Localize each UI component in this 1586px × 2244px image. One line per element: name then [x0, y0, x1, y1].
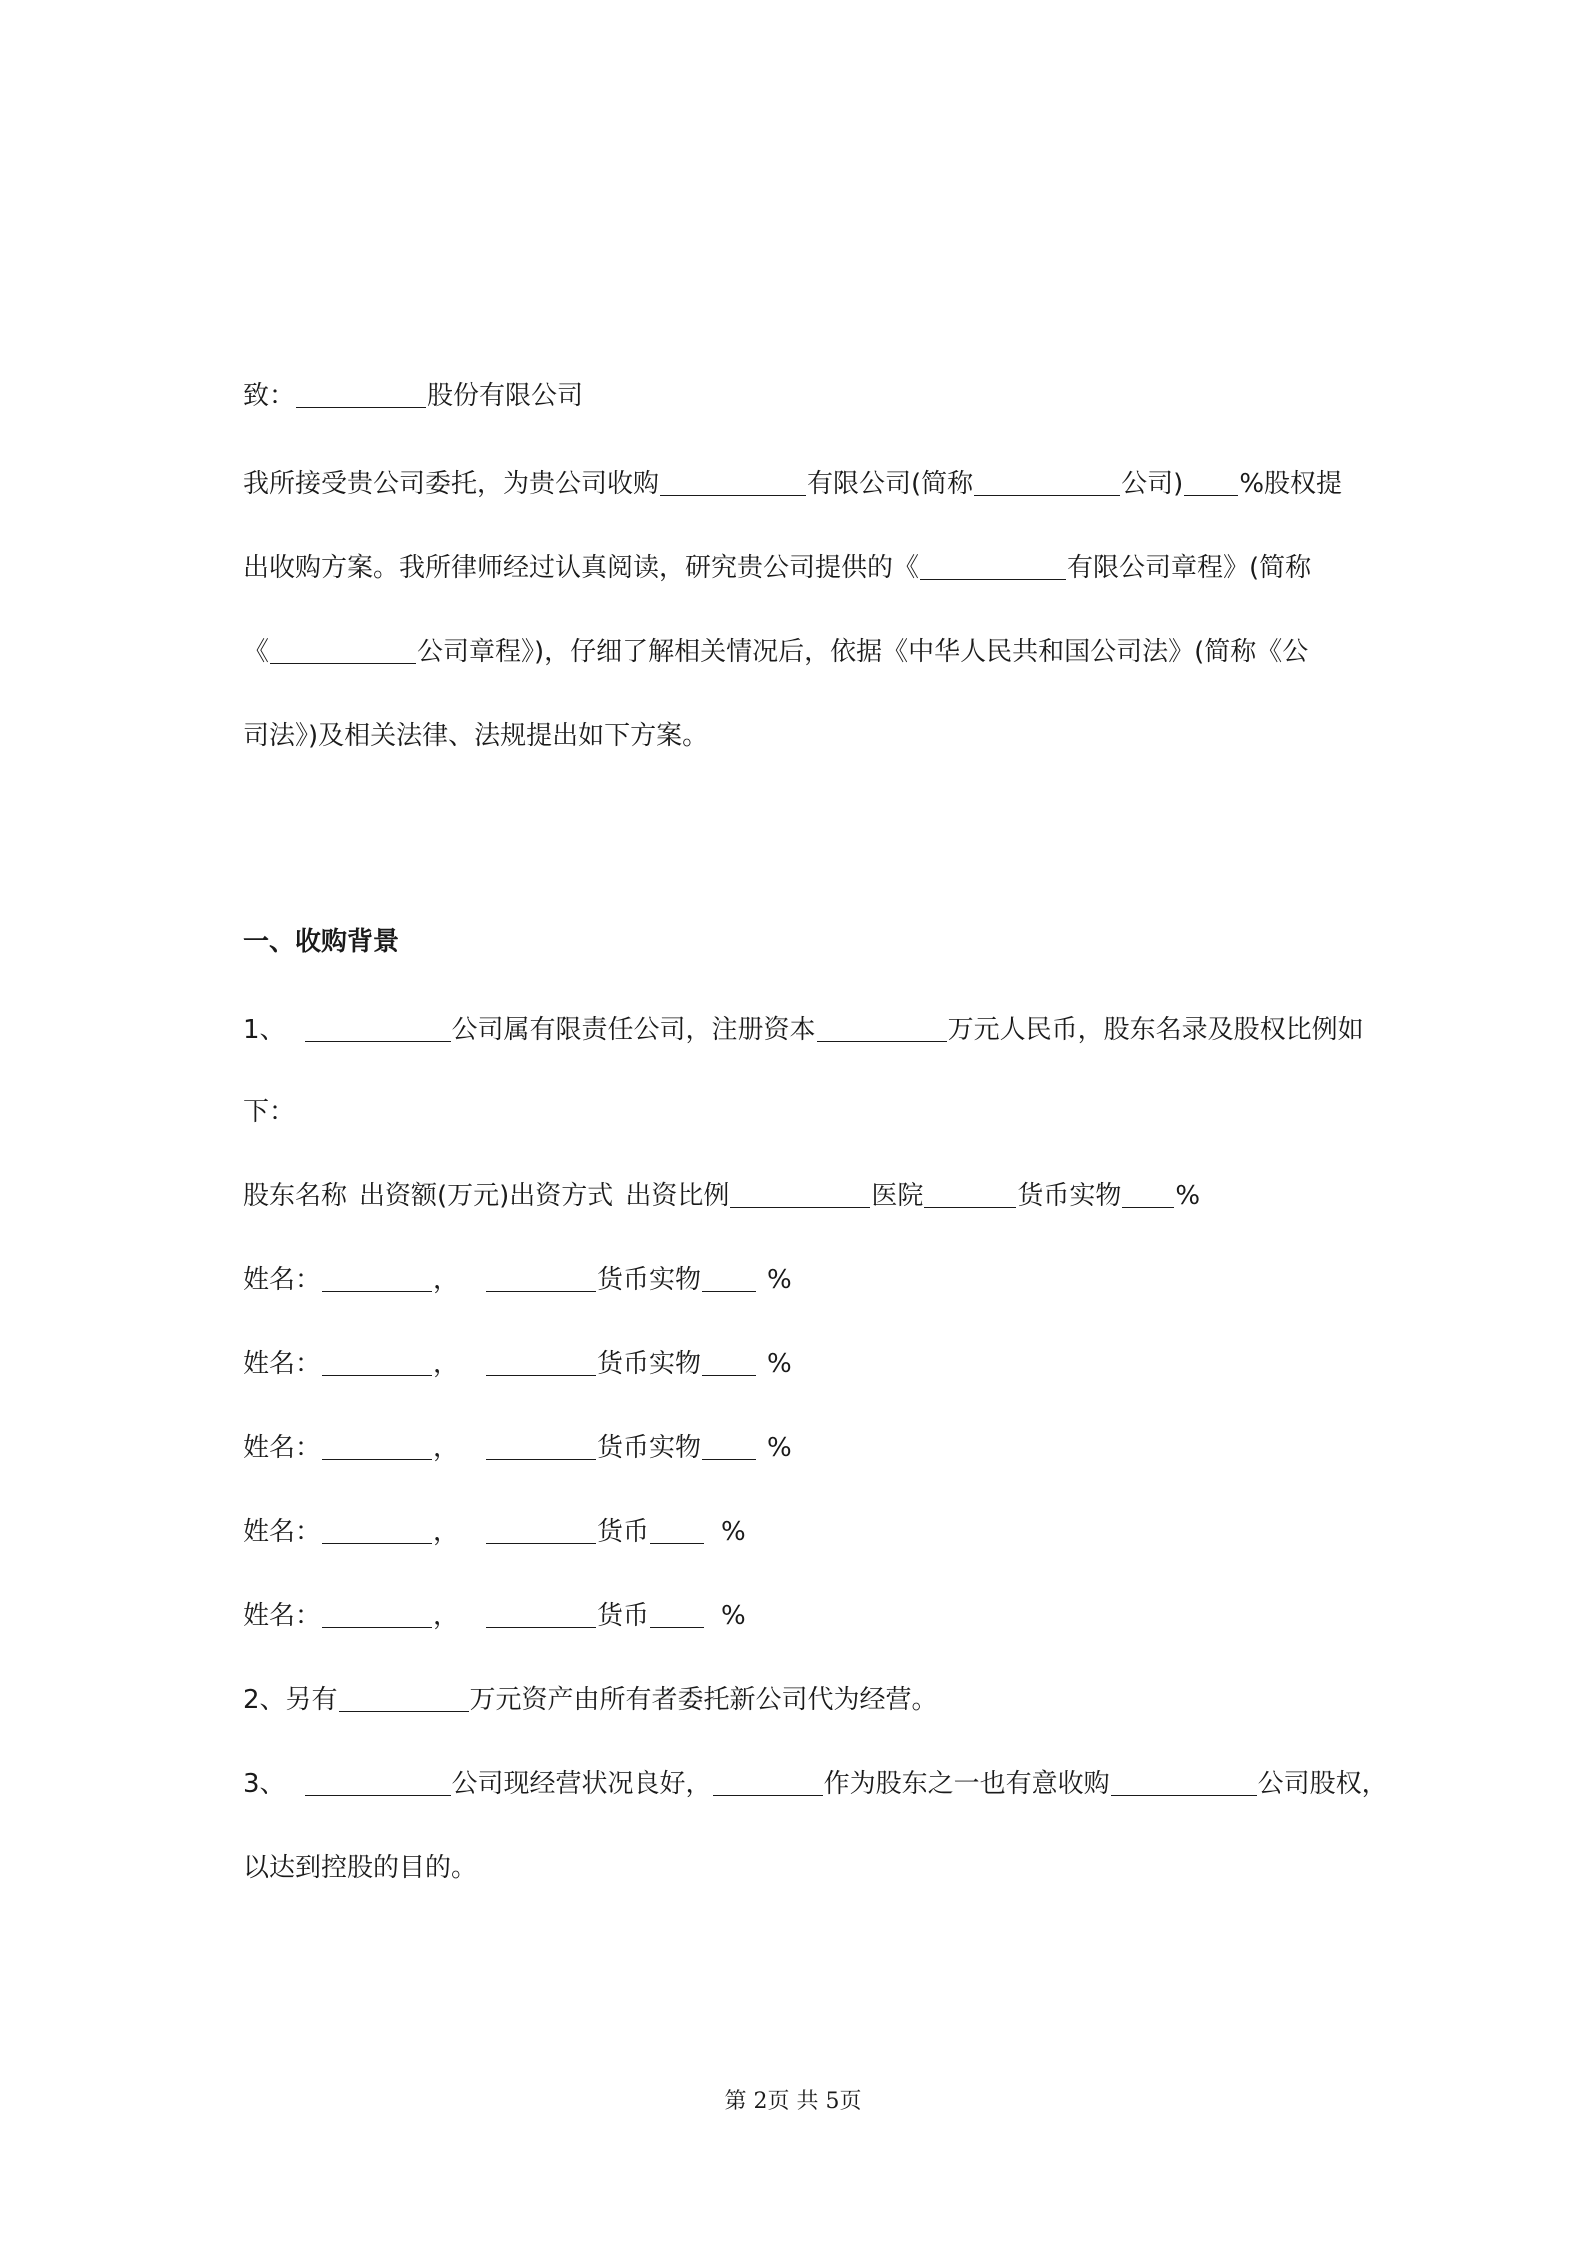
percent-blank [702, 1435, 756, 1460]
percent-blank [1122, 1183, 1174, 1208]
name-label: 姓名： [243, 1433, 322, 1463]
intro-text: 有限公司章程》(简称 [1067, 553, 1312, 583]
amount-blank [486, 1435, 596, 1460]
item-text: 万元资产由所有者委托新公司代为经营。 [469, 1685, 938, 1715]
percent-blank [1184, 471, 1238, 496]
name-label: 姓名： [243, 1517, 322, 1547]
charter-short-blank [270, 639, 416, 664]
separator: ， [433, 1265, 460, 1295]
intro-text: 《 [243, 637, 270, 667]
percent-blank [702, 1267, 756, 1292]
percent-sign: % [767, 1265, 792, 1295]
amount-blank [486, 1519, 596, 1544]
name-label: 姓名： [243, 1349, 322, 1379]
header-cell: 货币实物 [1017, 1181, 1122, 1211]
header-cell: % [1175, 1181, 1201, 1211]
shareholder-blank [713, 1771, 823, 1796]
item-1-line-2 [243, 1094, 295, 1130]
percent-sign: % [767, 1433, 792, 1463]
method-text: 货币 [597, 1601, 650, 1631]
name-label: 姓名： [243, 1601, 322, 1631]
shareholder-row [243, 1346, 792, 1382]
item-text: 2、另有 [243, 1685, 338, 1715]
separator: ， [433, 1349, 460, 1379]
intro-line-1 [243, 466, 1342, 502]
charter-company-blank [920, 555, 1066, 580]
header-cell: 出资比例 [625, 1181, 730, 1211]
item-text: 以达到控股的目的。 [243, 1853, 478, 1883]
ratio-blank [730, 1183, 870, 1208]
shareholder-row [243, 1598, 746, 1634]
section-heading [243, 924, 399, 960]
percent-blank [702, 1351, 756, 1376]
name-blank [322, 1267, 432, 1292]
item-3-line-1 [243, 1766, 1388, 1802]
percent-blank [650, 1603, 704, 1628]
percent-sign: % [721, 1601, 746, 1631]
addressee-suffix: 股份有限公司 [427, 381, 584, 411]
intro-line-2 [243, 550, 1311, 586]
name-blank [322, 1603, 432, 1628]
shareholder-row [243, 1430, 792, 1466]
method-text: 货币实物 [597, 1433, 702, 1463]
addressee-prefix: 致： [243, 381, 296, 411]
intro-text: 出收购方案。我所律师经过认真阅读，研究贵公司提供的《 [243, 553, 920, 583]
item-text: 公司现经营状况良好， [451, 1769, 712, 1799]
name-blank [322, 1435, 432, 1460]
shareholder-row [243, 1262, 792, 1298]
item-text: 公司股权， [1257, 1769, 1388, 1799]
percent-sign: % [721, 1517, 746, 1547]
name-label: 姓名： [243, 1265, 322, 1295]
intro-line-3 [243, 634, 1308, 670]
item-text: 公司属有限责任公司，注册资本 [451, 1015, 816, 1045]
intro-text: 公司) [1121, 469, 1184, 499]
addressee-line [243, 378, 583, 414]
company-blank [305, 1771, 451, 1796]
method-text: 货币实物 [597, 1349, 702, 1379]
company-blank [296, 383, 426, 408]
name-blank [322, 1519, 432, 1544]
intro-text: 有限公司(简称 [807, 469, 974, 499]
name-blank [322, 1351, 432, 1376]
target-blank [1111, 1771, 1257, 1796]
item-2-line [243, 1682, 938, 1718]
item-number: 3、 [243, 1769, 286, 1799]
short-name-blank [974, 471, 1120, 496]
page-number: 第 2页 共 5页 [724, 2089, 862, 2114]
intro-text: 司法》)及相关法律、法规提出如下方案。 [243, 721, 709, 751]
separator: ， [433, 1517, 460, 1547]
amount-blank [924, 1183, 1016, 1208]
percent-sign: % [767, 1349, 792, 1379]
item-3-line-2 [243, 1850, 477, 1886]
amount-blank [486, 1603, 596, 1628]
header-cell: 股东名称 [243, 1181, 348, 1211]
item-text: 万元人民币，股东名录及股权比例如 [947, 1015, 1364, 1045]
header-cell: 医院 [871, 1181, 924, 1211]
header-cell: 出资额(万元)出资方式 [359, 1181, 614, 1211]
method-text: 货币 [597, 1517, 650, 1547]
separator: ， [433, 1601, 460, 1631]
percent-blank [650, 1519, 704, 1544]
shareholder-row [243, 1514, 746, 1550]
page-footer [0, 2084, 1586, 2115]
intro-text: 我所接受贵公司委托，为贵公司收购 [243, 469, 660, 499]
assets-blank [339, 1687, 469, 1712]
target-company-blank [660, 471, 806, 496]
section-title: 一、收购背景 [243, 927, 400, 957]
amount-blank [486, 1267, 596, 1292]
capital-blank [817, 1017, 947, 1042]
intro-line-4 [243, 718, 708, 754]
intro-text: %股权提 [1239, 469, 1343, 499]
separator: ， [433, 1433, 460, 1463]
shareholder-table-header [243, 1178, 1200, 1214]
intro-text: 公司章程》)，仔细了解相关情况后，依据《中华人民共和国公司法》(简称《公 [417, 637, 1309, 667]
item-text: 作为股东之一也有意收购 [823, 1769, 1110, 1799]
amount-blank [486, 1351, 596, 1376]
item-number: 1、 [243, 1015, 286, 1045]
item-text: 下： [243, 1097, 296, 1127]
method-text: 货币实物 [597, 1265, 702, 1295]
item-1-line-1 [243, 1012, 1364, 1048]
company-blank [305, 1017, 451, 1042]
